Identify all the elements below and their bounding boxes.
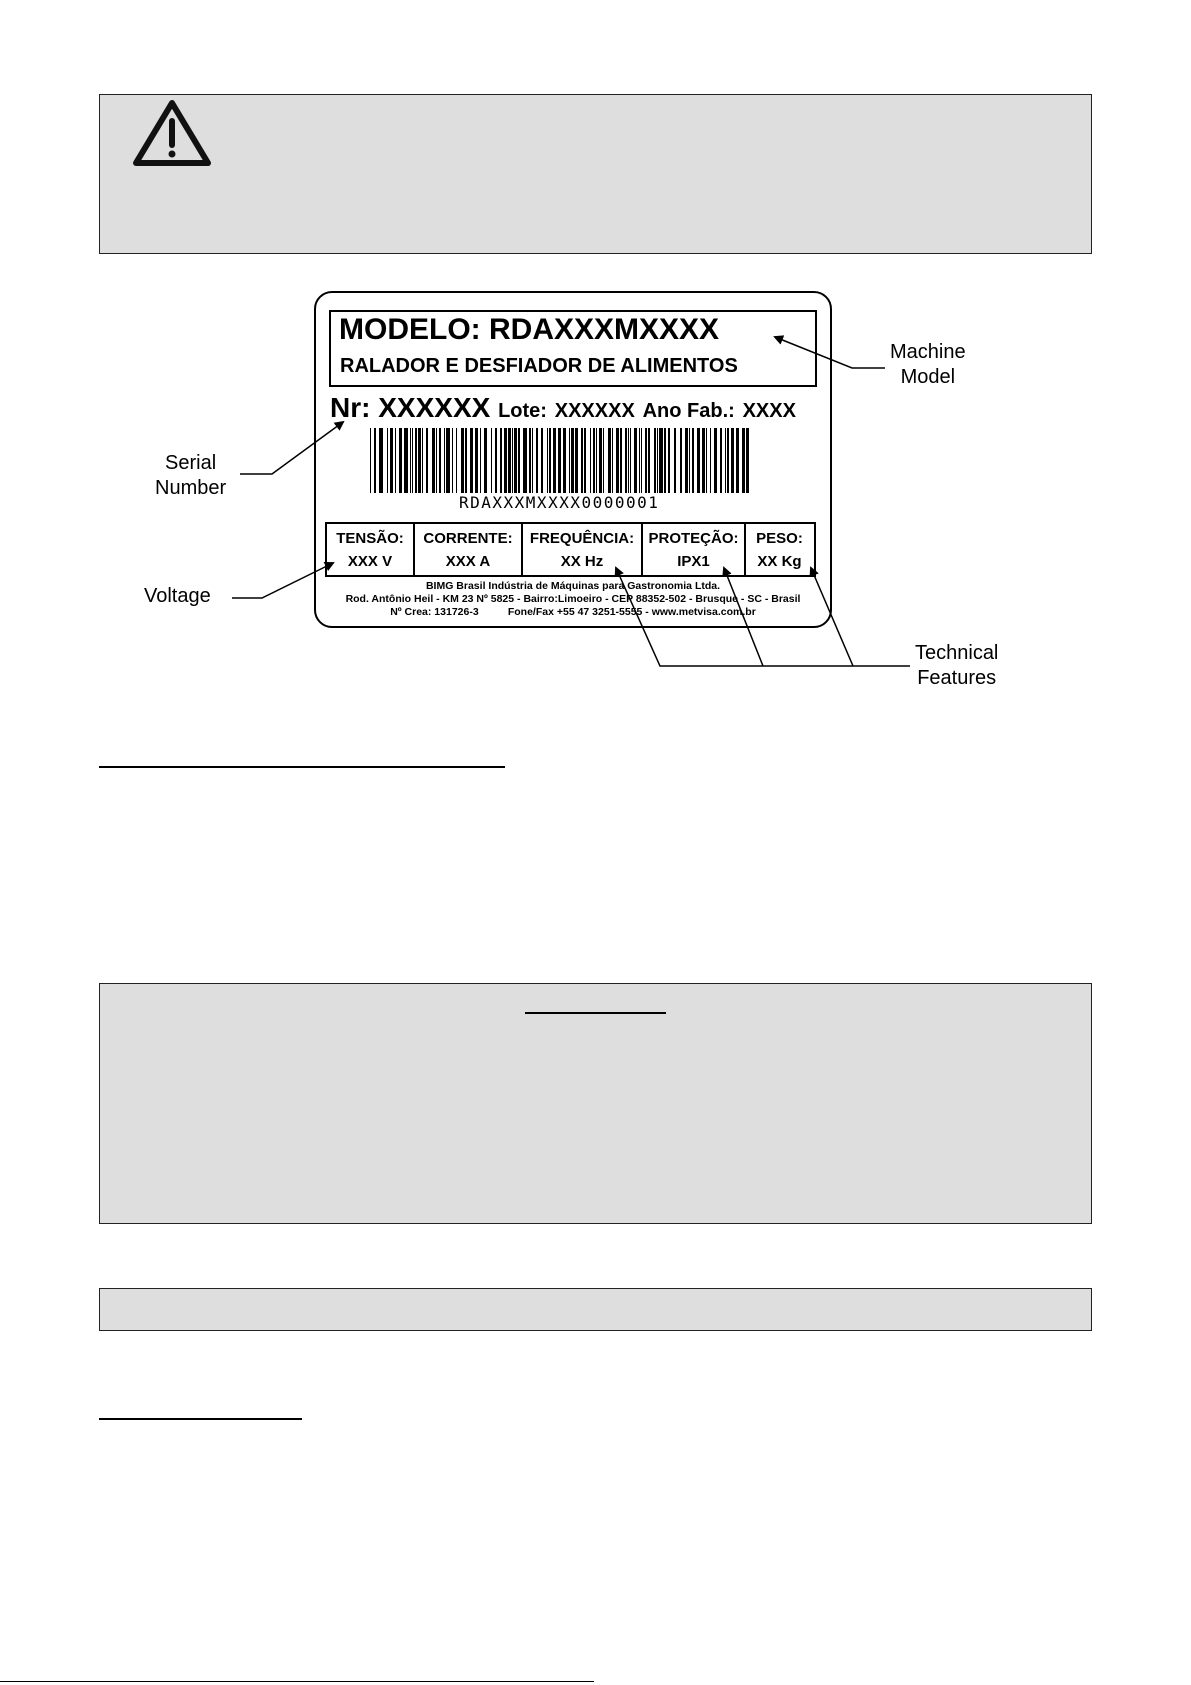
spec-cell-weight: PESO: XX Kg [756, 530, 803, 570]
serial-line [330, 392, 796, 424]
barcode-text: RDAXXXMXXXX0000001 [459, 493, 660, 512]
callout-serial-number: Serial Number [155, 452, 227, 499]
subheading-underline [99, 1418, 302, 1420]
note-title-underline [525, 1012, 666, 1014]
spec-cell-protection: PROTEÇÃO: IPX1 [643, 524, 746, 575]
callout-machine-model: Machine Model [890, 341, 966, 388]
footer-rule [0, 1681, 594, 1682]
warning-box [99, 94, 1092, 254]
barcode [370, 428, 752, 493]
nr-label: Nr: [330, 392, 371, 423]
spec-table [325, 522, 816, 577]
ano-value: XXXX [742, 400, 796, 422]
spec-cell-frequency: FREQUÊNCIA: XX Hz [523, 524, 643, 575]
callout-voltage: Voltage [144, 585, 211, 607]
warning-triangle-icon [132, 99, 212, 167]
ano-label: Ano Fab.: [642, 400, 735, 422]
info-strip [99, 1288, 1092, 1331]
spec-cell-current: CORRENTE: XXX A [415, 524, 523, 575]
note-box [99, 983, 1092, 1224]
manufacturer-info: BIMG Brasil Indústria de Máquinas para Gastronomia Ltda. Rod. Antônio Heil - KM 23 Nº 5825 - Bairro:Limoeiro - CEP 88352-502 - Brusque - SC - Brasil Nº Crea: 131726-3 Fone/Fax +55 47 3251-5555 - www.metvisa.com.br [345, 580, 801, 618]
product-name: RALADOR E DESFIADOR DE ALIMENTOS [340, 355, 738, 377]
callout-technical-features: Technical Features [915, 642, 999, 689]
spec-cell-voltage: TENSÃO: XXX V [327, 524, 415, 575]
lote-label: Lote: [498, 400, 547, 422]
nr-value: XXXXXX [378, 392, 491, 423]
lote-value: XXXXXX [554, 400, 635, 422]
model-title: MODELO: RDAXXXMXXXX [339, 313, 720, 346]
section-heading-underline [99, 766, 505, 768]
